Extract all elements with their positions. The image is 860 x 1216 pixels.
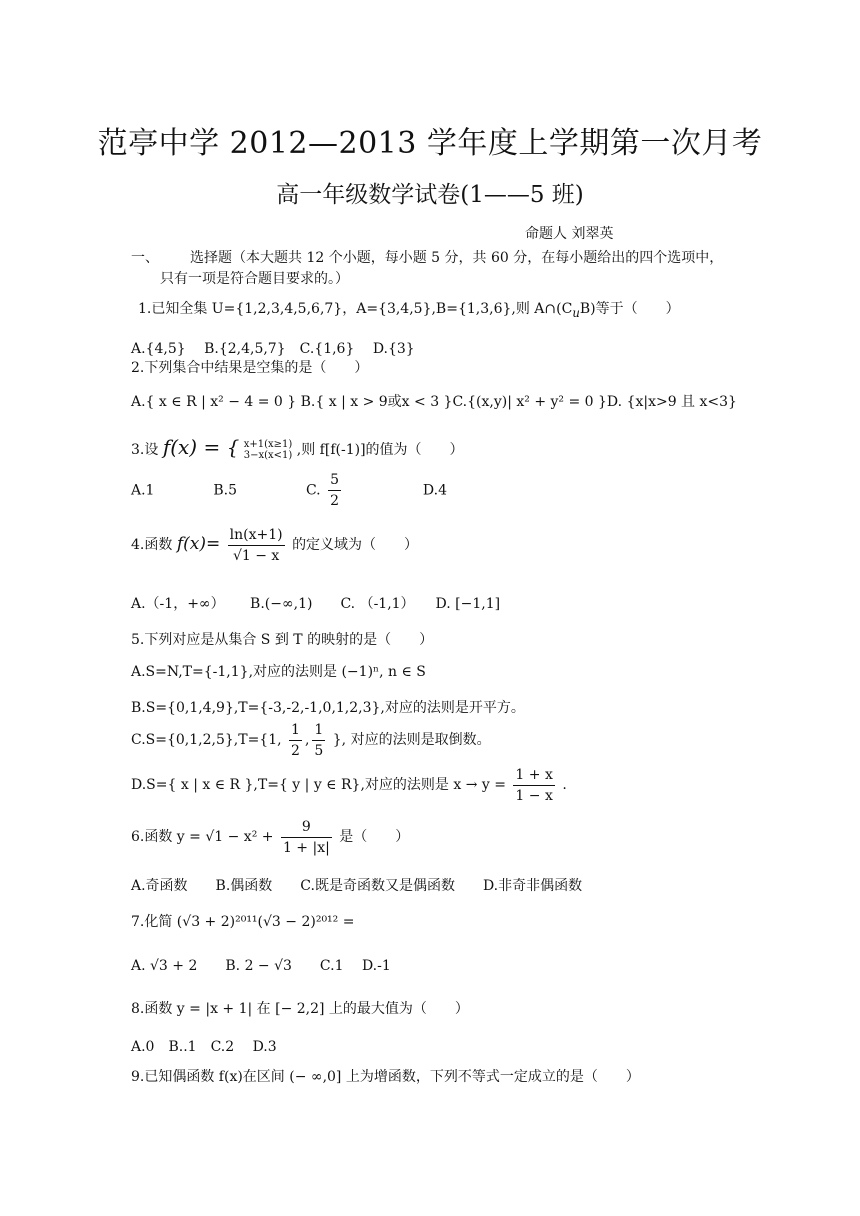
question-5-option-c-prefix: C.S={0,1,2,5},T={1, <box>131 732 282 748</box>
question-1-text: 1.已知全集 U={1,2,3,4,5,6,7}，A={3,4,5},B={1,3,6},则 A∩(C <box>138 301 573 317</box>
fraction-denominator: √1 − x <box>232 547 280 564</box>
fraction-numerator: 1 + x <box>513 765 554 786</box>
question-5-option-d-fraction <box>513 765 554 806</box>
fraction-numerator: 1 <box>289 720 302 741</box>
question-9: 9.已知偶函数 f(x)在区间 (− ∞,0] 上为增函数，下列不等式一定成立的是（ ） <box>131 1069 640 1085</box>
question-5-option-b: B.S={0,1,4,9},T={-3,-2,-1,0,1,2,3},对应的法则是开平方。 <box>131 700 525 716</box>
exam-subtitle: 高一年级数学试卷(1——5 班) <box>276 182 584 208</box>
question-2-options: A.{ x ∈ R | x² − 4 = 0 } B.{ x | x > 9或x < 3 }C.{(x,y)| x² + y² = 0 }D. {x|x>9 且 x<3} <box>131 394 737 410</box>
question-2: 2.下列集合中结果是空集的是（ ） <box>131 360 369 376</box>
question-5-option-c-suffix: }, 对应的法则是取倒数。 <box>332 732 491 748</box>
question-7: 7.化简 (√3 + 2)²⁰¹¹(√3 − 2)²⁰¹² = <box>131 914 355 930</box>
question-3-option-a: A.1 <box>131 482 155 499</box>
question-1 <box>138 300 680 322</box>
fraction-denominator: 1 − x <box>515 787 553 804</box>
question-6-prefix: 6.函数 y = √1 − x² + <box>131 829 274 845</box>
question-5-option-d-prefix: D.S={ x | x ∈ R },T={ y | y ∈ R},对应的法则是 x → y = <box>131 777 506 793</box>
section-number: 一、 <box>131 250 159 266</box>
question-6 <box>131 815 409 859</box>
question-5: 5.下列对应是从集合 S 到 T 的映射的是（ ） <box>131 632 434 648</box>
question-5-option-a: A.S=N,T={-1,1},对应的法则是 (−1)ⁿ, n ∈ S <box>131 664 426 680</box>
exam-title: 范亭中学 2012—2013 学年度上学期第一次月考 <box>97 126 763 161</box>
question-6-options: A.奇函数 B.偶函数 C.既是奇函数又是偶函数 D.非奇非偶函数 <box>131 878 583 894</box>
question-3-case-1: x+1(x≥1) <box>243 439 293 450</box>
fraction-denominator: 1 + |x| <box>282 839 330 856</box>
question-3-case-2: 3−x(x<1) <box>243 450 293 461</box>
question-7-options: A. √3 + 2 B. 2 − √3 C.1 D.-1 <box>131 958 391 974</box>
section-instructions-line1: 选择题（本大题共 12 个小题，每小题 5 分，共 60 分，在每小题给出的四个选项中， <box>190 250 724 266</box>
fraction-numerator: ln(x+1) <box>228 525 285 546</box>
fraction-denominator: 2 <box>291 742 300 759</box>
question-4 <box>131 522 418 567</box>
question-4-fraction <box>228 525 285 566</box>
question-4-suffix: 的定义域为（ ） <box>292 537 419 553</box>
question-3-option-c-fraction <box>328 470 341 511</box>
fraction-numerator: 9 <box>281 817 332 838</box>
question-3-function: f(x) = { <box>162 435 240 459</box>
question-3-options <box>131 470 447 511</box>
author-line: 命题人 刘翠英 <box>525 226 614 242</box>
question-4-prefix: 4.函数 <box>131 537 173 553</box>
question-1-subscript: u <box>572 305 580 320</box>
question-5-option-c-fraction-2 <box>312 720 325 761</box>
fraction-denominator: 5 <box>314 742 324 759</box>
question-3 <box>131 432 464 465</box>
question-5-option-d-suffix: . <box>562 777 567 793</box>
question-1-tail: B)等于（ ） <box>579 301 680 317</box>
fraction-denominator: 2 <box>330 493 339 509</box>
section-instructions-line2: 只有一项是符合题目要求的。） <box>160 271 349 287</box>
question-3-option-c: C. <box>305 482 321 499</box>
question-6-fraction <box>281 817 332 858</box>
question-4-function: f(x)= <box>176 534 221 554</box>
question-5-option-c: C.S={0,1,2,5},T={1, $\frac{1}{2}$ , $\frac{1}{5}$ }, 对应的法则是取倒数。 <box>131 721 491 759</box>
question-8: 8.函数 y = |x + 1| 在 [− 2,2] 上的最大值为（ ） <box>131 1001 469 1017</box>
question-5-option-d <box>131 763 567 807</box>
question-3-suffix: ,则 f[f(-1)]的值为（ ） <box>296 442 464 458</box>
question-4-options: A.（-1，+∞） B.(−∞,1) C. （-1,1） D. [−1,1] <box>131 596 501 612</box>
question-8-options: A.0 B..1 C.2 D.3 <box>131 1039 277 1055</box>
question-3-cases <box>244 439 293 461</box>
fraction-numerator: 5 <box>328 470 341 491</box>
question-3-prefix: 3.设 <box>131 442 159 458</box>
question-6-suffix: 是（ ） <box>339 829 410 845</box>
question-5-option-c-fraction-1 <box>289 720 302 761</box>
fraction-numerator: 1 <box>312 720 325 741</box>
question-3-option-d: D.4 <box>422 482 447 499</box>
question-3-option-b: B.5 <box>213 482 238 499</box>
question-1-options: A.{4,5} B.{2,4,5,7} C.{1,6} D.{3} <box>131 341 415 357</box>
